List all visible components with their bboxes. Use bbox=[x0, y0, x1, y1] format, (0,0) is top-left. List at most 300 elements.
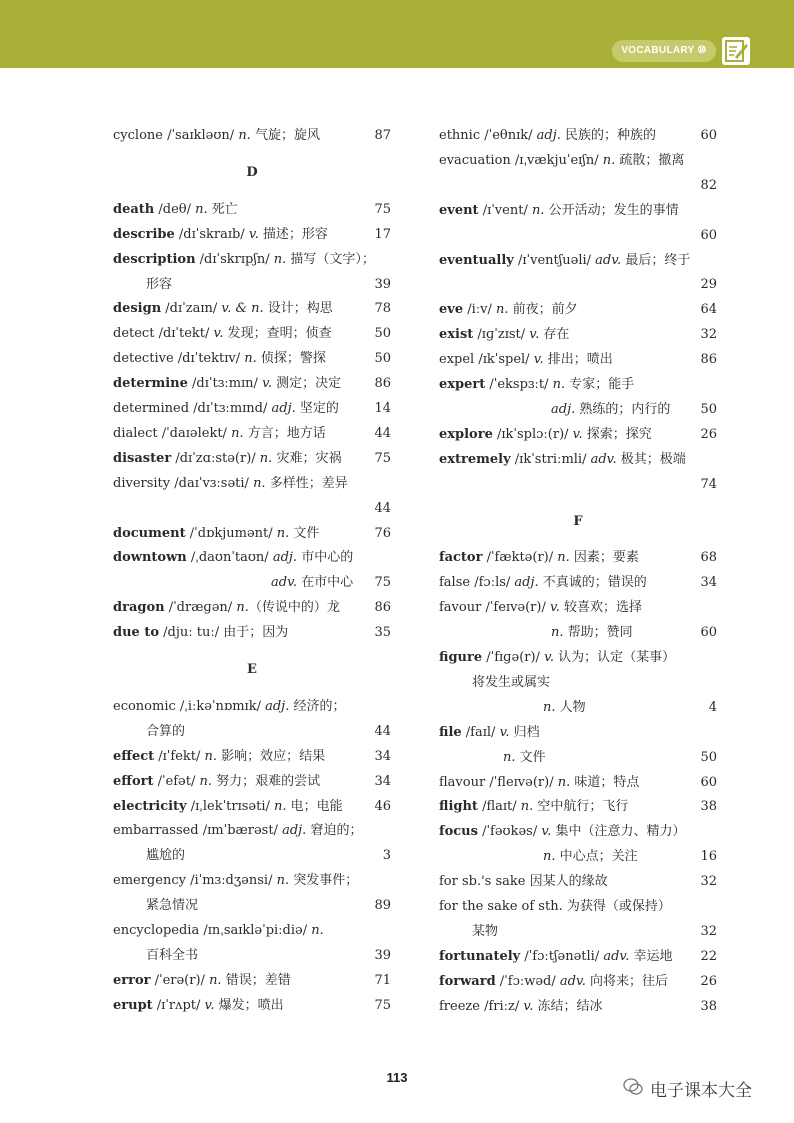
entry-row bbox=[113, 373, 391, 395]
definition: 描述；形容 bbox=[258, 226, 328, 242]
entry-text bbox=[439, 946, 673, 968]
phonetic: /dɪˈzɑːstə(r)/ bbox=[171, 450, 260, 466]
entry-row bbox=[439, 772, 717, 794]
section-letter-d: D bbox=[246, 164, 258, 180]
headword: document bbox=[113, 525, 186, 541]
definition-continued: 某物 bbox=[472, 923, 499, 939]
entry-text bbox=[113, 920, 324, 942]
headword: description bbox=[113, 251, 196, 267]
entry-text bbox=[439, 250, 690, 272]
headword: extremely bbox=[439, 451, 511, 467]
page-ref: 32 bbox=[687, 324, 717, 346]
entry-continuation bbox=[439, 175, 717, 197]
entry-text bbox=[113, 820, 362, 842]
phonetic: /ˈdɒkjumənt/ bbox=[185, 525, 277, 541]
phonetic: /ˈfæktə(r)/ bbox=[482, 550, 558, 566]
page-ref: 86 bbox=[687, 349, 717, 371]
definition: 专家；能手 bbox=[565, 377, 635, 392]
page-ref: 71 bbox=[361, 970, 391, 992]
entry-row bbox=[113, 423, 391, 445]
entry-text bbox=[439, 996, 602, 1018]
entry-row bbox=[113, 820, 391, 842]
headword: detective bbox=[113, 351, 174, 367]
definition: 民族的；种族的 bbox=[560, 128, 657, 143]
entry-text bbox=[439, 449, 686, 471]
definition: 为获得（或保持） bbox=[562, 899, 671, 914]
part-of-speech: n. bbox=[238, 128, 251, 143]
phonetic: /ɪɡˈzɪst/ bbox=[473, 327, 530, 343]
entry-text bbox=[113, 796, 343, 818]
entry-text bbox=[113, 323, 332, 345]
part-of-speech: n. bbox=[496, 302, 509, 318]
part-of-speech: n. bbox=[244, 351, 257, 367]
page-ref: 60 bbox=[687, 125, 717, 147]
entry-continuation bbox=[439, 399, 717, 421]
entry-row bbox=[113, 970, 391, 992]
entry-row bbox=[113, 746, 391, 768]
entry-text bbox=[113, 572, 353, 594]
phonetic: /friːz/ bbox=[479, 998, 524, 1014]
entry-row bbox=[113, 323, 391, 345]
page-ref: 68 bbox=[687, 547, 717, 569]
entry-text bbox=[113, 398, 339, 420]
part-of-speech: v. bbox=[262, 376, 272, 392]
phonetic: /dɪˈskraɪb/ bbox=[174, 226, 249, 242]
definition: 在市中心 bbox=[297, 575, 354, 591]
headword: explore bbox=[439, 426, 493, 442]
page-ref: 29 bbox=[687, 274, 717, 296]
page-ref: 34 bbox=[687, 572, 717, 594]
part-of-speech: n. bbox=[231, 425, 244, 441]
entry-text bbox=[439, 871, 608, 893]
entry-row bbox=[439, 547, 717, 569]
headword: favour bbox=[439, 600, 482, 616]
definition: 经济的； bbox=[289, 698, 346, 714]
headword: flight bbox=[439, 799, 478, 815]
entry-text bbox=[113, 448, 341, 470]
entry-text bbox=[439, 424, 652, 446]
headword: downtown bbox=[113, 550, 187, 566]
definition: 存在 bbox=[539, 327, 570, 343]
entry-continuation bbox=[439, 747, 717, 769]
headword: erupt bbox=[113, 997, 153, 1013]
phonetic: /daɪˈvɜːsəti/ bbox=[170, 475, 254, 491]
entry-continuation bbox=[113, 721, 391, 743]
phonetic: /ɪmˈbærəst/ bbox=[198, 823, 283, 839]
headword: forward bbox=[439, 973, 496, 989]
entry-text bbox=[113, 547, 353, 569]
definition: 侦探；警探 bbox=[256, 351, 326, 367]
definition: 中心点；关注 bbox=[555, 849, 638, 865]
definition: 不真诚的；错误的 bbox=[538, 575, 647, 591]
definition-continued: 百科全书 bbox=[146, 947, 199, 963]
page-ref: 50 bbox=[361, 323, 391, 345]
part-of-speech: adv. bbox=[603, 948, 630, 964]
phonetic: /ɪnˌsaɪkləˈpiːdiə/ bbox=[199, 923, 312, 938]
entry-row bbox=[439, 647, 717, 669]
entry-text bbox=[439, 200, 679, 222]
entry-row bbox=[113, 448, 391, 470]
part-of-speech: n. bbox=[551, 625, 564, 641]
entry-row bbox=[113, 796, 391, 818]
definition: 熟练的；内行的 bbox=[575, 401, 671, 417]
page-ref: 60 bbox=[687, 772, 717, 794]
phonetic: /ˈfɔːtʃənətli/ bbox=[520, 948, 604, 964]
part-of-speech: adj. bbox=[514, 575, 539, 591]
headword: describe bbox=[113, 226, 175, 242]
entry-text bbox=[439, 846, 638, 868]
phonetic: /ˈerə(r)/ bbox=[150, 972, 210, 988]
entry-text bbox=[439, 697, 586, 719]
entry-row bbox=[113, 523, 391, 545]
entry-text bbox=[439, 349, 613, 371]
part-of-speech: n. bbox=[259, 450, 273, 466]
headword: error bbox=[113, 972, 151, 988]
phonetic: /dɪˈtektɪv/ bbox=[173, 351, 245, 367]
phonetic: /ˈsaɪkləʊn/ bbox=[162, 128, 239, 143]
page-ref: 60 bbox=[687, 225, 717, 247]
part-of-speech: n. bbox=[602, 152, 616, 168]
phonetic: /ˈdræɡən/ bbox=[164, 600, 237, 616]
phonetic: /ɪˈrʌpt/ bbox=[152, 997, 205, 1013]
definition: 灾难；灾祸 bbox=[272, 450, 342, 466]
entry-continuation bbox=[439, 672, 717, 694]
entry-text bbox=[113, 224, 328, 246]
page-ref: 75 bbox=[361, 572, 391, 594]
entry-text bbox=[439, 572, 647, 594]
phonetic: /ˌdaʊnˈtaʊn/ bbox=[186, 550, 273, 566]
phonetic: /ˈdaɪəlekt/ bbox=[157, 425, 232, 441]
page-ref: 50 bbox=[687, 399, 717, 421]
entry-continuation bbox=[439, 921, 717, 943]
page-ref: 3 bbox=[361, 845, 391, 867]
page-number: 113 bbox=[386, 1070, 408, 1085]
entry-text bbox=[113, 298, 333, 320]
entry-row bbox=[439, 871, 717, 893]
page-ref: 34 bbox=[361, 746, 391, 768]
entry-continuation bbox=[113, 895, 391, 917]
entry-text bbox=[439, 150, 684, 172]
entry-row bbox=[439, 125, 717, 147]
definition: 文件 bbox=[289, 525, 320, 541]
entry-text bbox=[439, 622, 633, 644]
entry-continuation bbox=[439, 697, 717, 719]
entry-continuation bbox=[113, 845, 391, 867]
entry-text bbox=[439, 324, 569, 346]
page-ref: 38 bbox=[687, 996, 717, 1018]
headword: freeze bbox=[439, 998, 480, 1014]
definition: 归档 bbox=[509, 724, 540, 740]
definition: 方言；地方话 bbox=[243, 425, 326, 441]
phonetic: /dɪˈtɜːmɪnd/ bbox=[189, 401, 272, 416]
part-of-speech: adv. bbox=[559, 973, 586, 989]
vocabulary-tag-label: VOCABULARY bbox=[621, 45, 695, 56]
entry-row bbox=[439, 150, 717, 172]
entry-text bbox=[113, 995, 284, 1017]
definition-continued: 紧急情况 bbox=[146, 898, 199, 914]
entry-row bbox=[113, 398, 391, 420]
part-of-speech: v. bbox=[204, 997, 215, 1013]
entry-row bbox=[439, 424, 717, 446]
phonetic: /fɔːls/ bbox=[470, 575, 515, 591]
part-of-speech: n. bbox=[311, 923, 324, 938]
page-ref: 39 bbox=[361, 274, 391, 296]
page-ref: 39 bbox=[361, 945, 391, 967]
page-ref: 38 bbox=[687, 796, 717, 818]
page-ref: 44 bbox=[361, 498, 391, 520]
entry-row bbox=[439, 374, 717, 396]
definition: 空中航行；飞行 bbox=[533, 799, 629, 815]
entry-continuation bbox=[439, 225, 717, 247]
headword: focus bbox=[439, 824, 478, 840]
page-ref: 87 bbox=[361, 125, 391, 147]
entry-row bbox=[113, 771, 391, 793]
page-ref: 46 bbox=[361, 796, 391, 818]
headword: encyclopedia bbox=[113, 923, 200, 938]
entry-row bbox=[113, 348, 391, 370]
entry-text bbox=[439, 125, 656, 147]
section-letter-f: F bbox=[573, 513, 583, 529]
entry-text bbox=[439, 547, 639, 569]
entry-row bbox=[439, 299, 717, 321]
phonetic: /dɪˈtekt/ bbox=[154, 326, 214, 342]
entry-row bbox=[439, 449, 717, 471]
entry-row bbox=[113, 920, 391, 942]
headword: emergency bbox=[113, 873, 186, 889]
page-ref: 82 bbox=[687, 175, 717, 197]
entry-row bbox=[113, 696, 391, 718]
page-ref: 74 bbox=[687, 474, 717, 496]
page-ref: 64 bbox=[687, 299, 717, 321]
phonetic: /ɪˌvækjuˈeɪʃn/ bbox=[510, 152, 603, 168]
part-of-speech: n. bbox=[199, 773, 213, 789]
entry-row bbox=[439, 722, 717, 744]
definition: 努力；艰难的尝试 bbox=[212, 773, 321, 789]
page-ref: 14 bbox=[361, 398, 391, 420]
page-ref: 16 bbox=[687, 846, 717, 868]
entry-text bbox=[439, 647, 675, 669]
headword: for the sake of sth. bbox=[439, 899, 563, 914]
headword: due to bbox=[113, 625, 160, 641]
entry-row bbox=[113, 125, 391, 147]
headword: death bbox=[113, 201, 155, 217]
part-of-speech: v. bbox=[529, 327, 540, 343]
entry-text bbox=[113, 125, 320, 147]
entry-row bbox=[439, 896, 717, 918]
entry-text bbox=[439, 896, 671, 918]
entry-continuation bbox=[439, 846, 717, 868]
definition: 死亡 bbox=[207, 201, 238, 217]
definition-continued: 形容 bbox=[146, 276, 173, 292]
definition-continued: 合算的 bbox=[146, 723, 186, 739]
part-of-speech: v. bbox=[248, 226, 259, 242]
definition-continued: 尴尬的 bbox=[146, 848, 186, 864]
headword: factor bbox=[439, 550, 483, 566]
entry-row bbox=[439, 200, 717, 222]
headword: design bbox=[113, 301, 162, 317]
definition: 人物 bbox=[555, 699, 586, 715]
entry-text bbox=[113, 970, 291, 992]
phonetic: /ɪkˈstriːmli/ bbox=[510, 451, 591, 467]
entry-row bbox=[439, 946, 717, 968]
phonetic: /djuː tuː/ bbox=[159, 625, 224, 641]
phonetic: /ɪˈfekt/ bbox=[154, 748, 205, 764]
definition-continued: 将发生或属实 bbox=[472, 674, 551, 690]
entry-text bbox=[439, 722, 540, 744]
entry-row bbox=[439, 821, 717, 843]
part-of-speech: adj. bbox=[536, 128, 561, 143]
definition: 坚定的 bbox=[295, 401, 339, 416]
entry-text bbox=[113, 771, 320, 793]
entry-text bbox=[439, 821, 685, 843]
entry-text bbox=[439, 971, 668, 993]
definition: 因素；要素 bbox=[569, 550, 639, 566]
definition: 前夜；前夕 bbox=[508, 302, 578, 318]
headword: determine bbox=[113, 376, 188, 392]
page-ref: 86 bbox=[361, 597, 391, 619]
definition: 影响；效应；结果 bbox=[217, 748, 326, 764]
entry-text bbox=[113, 870, 358, 892]
part-of-speech: n. bbox=[273, 251, 287, 267]
entry-text bbox=[439, 374, 634, 396]
page-ref: 44 bbox=[361, 721, 391, 743]
part-of-speech: n. bbox=[274, 798, 287, 814]
headword: for sb.'s sake bbox=[439, 874, 526, 890]
entry-row bbox=[439, 971, 717, 993]
headword: economic bbox=[113, 698, 176, 714]
definition: 气旋；旋风 bbox=[250, 128, 320, 143]
headword: file bbox=[439, 724, 462, 740]
page-ref: 44 bbox=[361, 423, 391, 445]
headword: effect bbox=[113, 748, 155, 764]
entry-text bbox=[113, 523, 319, 545]
definition: 因某人的缘故 bbox=[525, 874, 608, 890]
phonetic: /iˈmɜːdʒənsi/ bbox=[185, 873, 277, 889]
definition: 排出；喷出 bbox=[543, 352, 613, 368]
page-ref: 32 bbox=[687, 871, 717, 893]
entry-continuation bbox=[439, 474, 717, 496]
entry-text bbox=[113, 895, 198, 917]
definition: 集中（注意力、精力） bbox=[551, 824, 686, 840]
entry-text bbox=[113, 423, 326, 445]
page-ref: 32 bbox=[687, 921, 717, 943]
definition: 设计；构思 bbox=[263, 301, 333, 317]
entry-row bbox=[113, 298, 391, 320]
definition: 测定；决定 bbox=[272, 376, 342, 392]
entry-row bbox=[439, 250, 717, 272]
page-ref: 60 bbox=[687, 622, 717, 644]
part-of-speech: adj. bbox=[271, 401, 296, 416]
entry-row bbox=[439, 597, 717, 619]
entry-text bbox=[113, 696, 346, 718]
definition: 多样性；差异 bbox=[265, 475, 348, 491]
entry-row bbox=[439, 796, 717, 818]
part-of-speech: v. bbox=[213, 326, 224, 342]
part-of-speech: adj. bbox=[272, 550, 298, 566]
part-of-speech: n. bbox=[543, 849, 556, 865]
phonetic: /ɪkˈspel/ bbox=[474, 352, 534, 368]
watermark-text: 电子课本大全 bbox=[650, 1081, 752, 1101]
part-of-speech: adv. bbox=[595, 252, 622, 268]
headword: detect bbox=[113, 326, 155, 342]
page-ref: 76 bbox=[361, 523, 391, 545]
entry-continuation bbox=[113, 945, 391, 967]
entry-text bbox=[113, 721, 185, 743]
entry-text bbox=[439, 921, 498, 943]
phonetic: /faɪl/ bbox=[461, 724, 500, 740]
headword: electricity bbox=[113, 798, 187, 814]
headword: disaster bbox=[113, 450, 172, 466]
headword: exist bbox=[439, 327, 474, 343]
phonetic: /dɪˈskrɪpʃn/ bbox=[195, 251, 274, 267]
page-ref: 17 bbox=[361, 224, 391, 246]
part-of-speech: n. bbox=[557, 550, 570, 566]
definition: 认为；认定（某事） bbox=[554, 650, 676, 665]
entry-row bbox=[113, 224, 391, 246]
phonetic: /ɪˈventʃuəli/ bbox=[513, 252, 596, 268]
page-ref: 75 bbox=[361, 995, 391, 1017]
headword: ethnic bbox=[439, 128, 481, 143]
headword: eve bbox=[439, 302, 464, 318]
entry-row bbox=[439, 996, 717, 1018]
page-ref: 34 bbox=[361, 771, 391, 793]
entry-text bbox=[113, 845, 185, 867]
entry-continuation bbox=[113, 274, 391, 296]
headword: expel bbox=[439, 352, 475, 368]
vocabulary-tag bbox=[612, 40, 716, 62]
definition: 冻结；结冰 bbox=[533, 998, 603, 1014]
part-of-speech: n. bbox=[276, 525, 290, 541]
part-of-speech: adj. bbox=[551, 401, 576, 417]
part-of-speech: n. bbox=[276, 873, 290, 889]
entry-row bbox=[113, 622, 391, 644]
page-ref: 35 bbox=[361, 622, 391, 644]
definition: 帮助；赞同 bbox=[563, 625, 633, 641]
page-ref: 75 bbox=[361, 199, 391, 221]
headword: evacuation bbox=[439, 152, 511, 168]
entry-continuation bbox=[439, 622, 717, 644]
part-of-speech: n. bbox=[520, 799, 534, 815]
definition: （传说中的）龙 bbox=[248, 600, 340, 616]
entry-row bbox=[439, 324, 717, 346]
headword: expert bbox=[439, 377, 486, 392]
definition: 窘迫的； bbox=[306, 823, 363, 839]
headword: fortunately bbox=[439, 948, 521, 964]
phonetic: /ɪkˈsplɔː(r)/ bbox=[492, 426, 573, 442]
part-of-speech: n. bbox=[195, 201, 208, 217]
entry-row bbox=[113, 995, 391, 1017]
part-of-speech: n. bbox=[204, 748, 218, 764]
page-ref: 26 bbox=[687, 971, 717, 993]
page-ref: 86 bbox=[361, 373, 391, 395]
part-of-speech: n. bbox=[209, 972, 222, 988]
definition: 文件 bbox=[515, 749, 546, 765]
entry-text bbox=[113, 473, 348, 495]
entry-text bbox=[439, 399, 670, 421]
definition: 最后；终于 bbox=[621, 252, 691, 268]
entry-text bbox=[113, 373, 341, 395]
entry-text bbox=[113, 945, 198, 967]
headword: eventually bbox=[439, 252, 514, 268]
phonetic: /ˈfeɪvə(r)/ bbox=[481, 600, 550, 616]
definition: 爆发；喷出 bbox=[214, 997, 284, 1013]
page-ref: 75 bbox=[361, 448, 391, 470]
definition: 市中心的 bbox=[297, 550, 354, 566]
definition: 味道；特点 bbox=[570, 774, 640, 790]
entry-row bbox=[113, 199, 391, 221]
phonetic: /ɪˈvent/ bbox=[478, 202, 532, 218]
part-of-speech: adj. bbox=[265, 698, 290, 714]
